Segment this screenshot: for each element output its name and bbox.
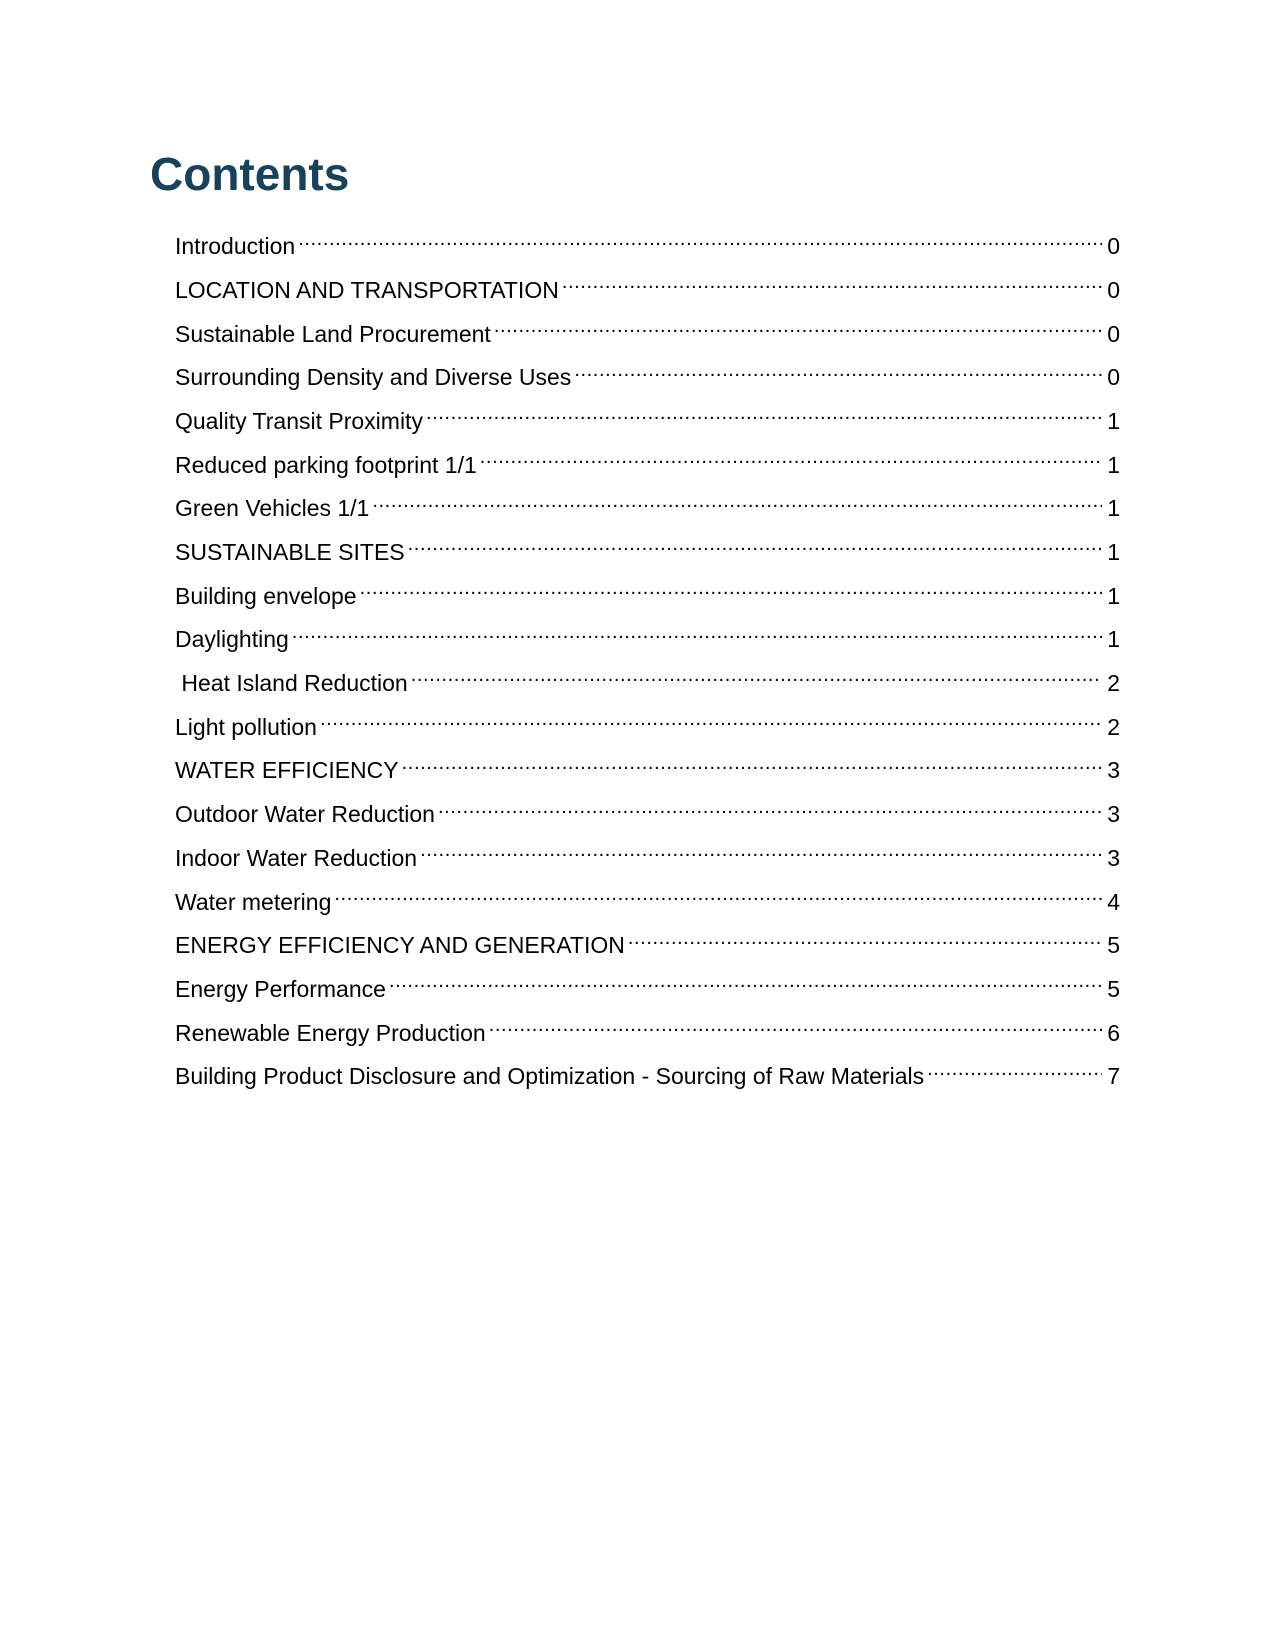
toc-entry[interactable]	[175, 790, 1120, 834]
toc-dot-leader	[408, 528, 1102, 560]
toc-entry[interactable]	[175, 1008, 1120, 1052]
toc-entry-label: Indoor Water Reduction	[175, 844, 418, 871]
toc-entry[interactable]	[175, 484, 1120, 528]
toc-entry-page-number: 0	[1107, 233, 1120, 260]
toc-entry-page-number: 1	[1107, 451, 1120, 478]
toc-entry-label: WATER EFFICIENCY	[175, 757, 399, 784]
toc-dot-leader	[411, 659, 1102, 691]
toc-dot-leader	[372, 484, 1102, 516]
toc-entry-label: Heat Island Reduction	[175, 670, 408, 697]
toc-entry-page-number: 6	[1107, 1019, 1120, 1046]
toc-dot-leader	[298, 222, 1102, 254]
toc-dot-leader	[489, 1008, 1102, 1040]
toc-dot-leader	[628, 921, 1102, 953]
toc-entry[interactable]	[175, 659, 1120, 703]
toc-dot-leader	[420, 834, 1102, 866]
toc-entry[interactable]	[175, 309, 1120, 353]
toc-dot-leader	[320, 703, 1102, 735]
toc-entry-page-number: 1	[1107, 495, 1120, 522]
toc-entry-page-number: 0	[1107, 320, 1120, 347]
toc-entry-page-number: 1	[1107, 539, 1120, 565]
toc-entry-page-number: 1	[1107, 407, 1120, 434]
toc-entry[interactable]	[175, 266, 1120, 310]
toc-entry-page-number: 4	[1107, 888, 1120, 915]
toc-dot-leader	[389, 965, 1102, 997]
toc-entry-page-number: 7	[1107, 1063, 1120, 1090]
toc-entry-label: Quality Transit Proximity	[175, 407, 423, 434]
toc-entry-label: ENERGY EFFICIENCY AND GENERATION	[175, 932, 625, 959]
toc-dot-leader	[438, 790, 1102, 822]
toc-entry-label: Introduction	[175, 233, 296, 260]
toc-dot-leader	[402, 746, 1102, 778]
toc-entry[interactable]	[175, 834, 1120, 878]
toc-dot-leader	[292, 615, 1102, 647]
toc-entry[interactable]	[175, 921, 1120, 965]
toc-dot-leader	[574, 353, 1102, 385]
toc-entry-label: Outdoor Water Reduction	[175, 801, 435, 828]
toc-entry-page-number: 0	[1107, 364, 1120, 391]
toc-entry[interactable]	[175, 440, 1120, 484]
toc-entry-label: Daylighting	[175, 626, 289, 653]
toc-entry[interactable]	[175, 1052, 1120, 1096]
toc-entry[interactable]	[175, 877, 1120, 921]
toc-entry-page-number: 1	[1107, 582, 1120, 609]
toc-entry[interactable]	[175, 353, 1120, 397]
toc-entry-page-number: 5	[1107, 932, 1120, 959]
toc-entry[interactable]	[175, 965, 1120, 1009]
toc-entry[interactable]	[175, 746, 1120, 790]
toc-entry-label: Sustainable Land Procurement	[175, 320, 491, 347]
table-of-contents	[175, 222, 1120, 1096]
toc-entry-label: Building envelope	[175, 582, 357, 609]
toc-entry[interactable]	[175, 615, 1120, 659]
toc-entry-page-number: 2	[1107, 713, 1120, 740]
toc-entry-label: Green Vehicles 1/1	[175, 495, 370, 522]
toc-dot-leader	[927, 1052, 1102, 1084]
toc-dot-leader	[360, 572, 1102, 604]
toc-entry-label: Light pollution	[175, 713, 317, 740]
toc-dot-leader	[562, 266, 1102, 298]
toc-entry-label: Building Product Disclosure and Optimization - Sourcing of Raw Materials	[175, 1063, 925, 1090]
page-title: Contents	[150, 148, 350, 200]
toc-entry-page-number: 5	[1107, 975, 1120, 1002]
toc-entry-label: Water metering	[175, 888, 332, 915]
toc-entry-page-number: 3	[1107, 844, 1120, 871]
toc-dot-leader	[334, 877, 1102, 909]
toc-entry[interactable]	[175, 397, 1120, 441]
toc-entry-page-number: 3	[1107, 757, 1120, 784]
toc-entry-page-number: 2	[1107, 670, 1120, 697]
toc-entry-label: LOCATION AND TRANSPORTATION	[175, 276, 559, 303]
toc-dot-leader	[426, 397, 1102, 429]
toc-dot-leader	[480, 440, 1102, 472]
toc-entry-page-number: 1	[1107, 626, 1120, 653]
toc-entry[interactable]	[175, 572, 1120, 616]
toc-entry-page-number: 3	[1107, 801, 1120, 828]
toc-entry-label: SUSTAINABLE SITES	[175, 539, 405, 565]
toc-entry-label: Renewable Energy Production	[175, 1019, 486, 1046]
toc-entry[interactable]	[175, 703, 1120, 747]
toc-entry-label: Surrounding Density and Diverse Uses	[175, 364, 572, 391]
toc-dot-leader	[494, 309, 1102, 341]
toc-entry-label: Reduced parking footprint 1/1	[175, 451, 477, 478]
toc-entry-page-number: 0	[1107, 276, 1120, 303]
toc-entry[interactable]	[175, 528, 1120, 572]
toc-entry[interactable]	[175, 222, 1120, 266]
toc-entry-label: Energy Performance	[175, 975, 386, 1002]
